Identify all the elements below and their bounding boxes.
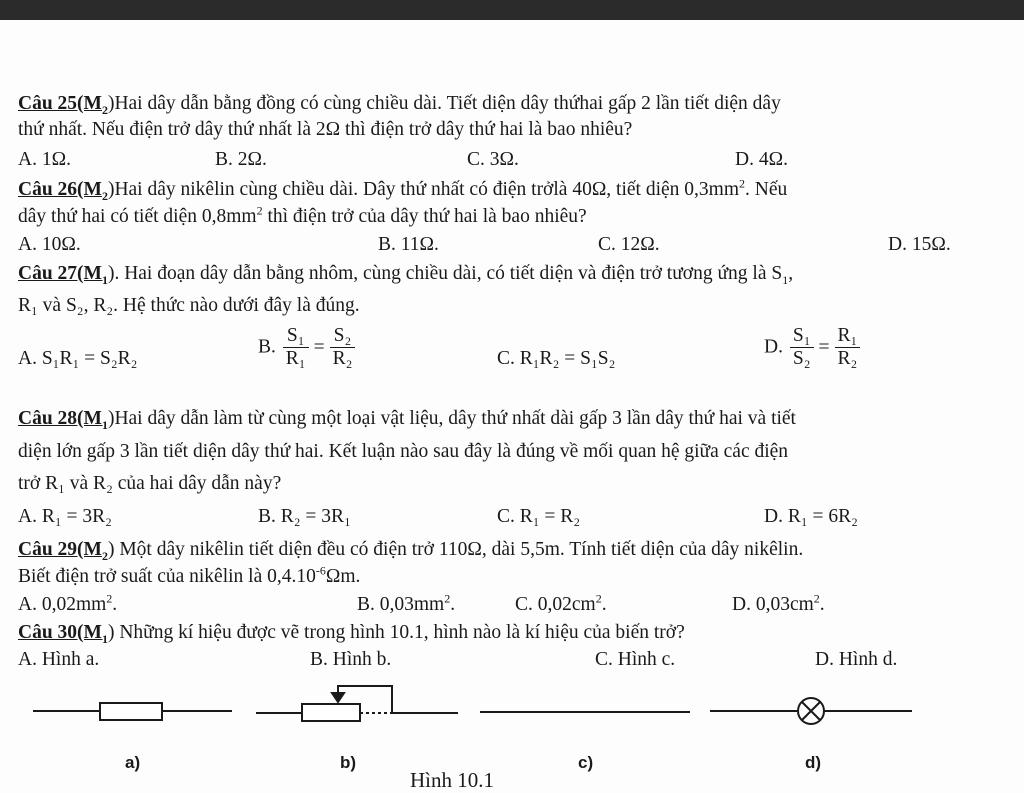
q26-line1: Câu $26(M_2)Hai$ dây nikêlin cùng chiều dài. Dây thứ nhất có điện trởlà 40Ω, tiết diện $0,3mm^2$. Nếu xyxy=(18,176,788,203)
q25-option-d: D. 4Ω. xyxy=(735,149,788,170)
q25-option-b: B. 2Ω. xyxy=(215,149,267,170)
q27-option-a: A. S₁R₁ = S₂R₂ xyxy=(18,348,138,369)
q28-option-c: C. R₁ = R₂ xyxy=(497,506,581,527)
figure-label-a: a) xyxy=(125,753,141,772)
q26-line2: dây thứ hai có tiết diện $0,8mm^2$ thì điện trở của dây thứ hai là bao nhiêu? xyxy=(18,203,587,227)
q27-b-numerator-2: S₂ xyxy=(330,325,356,348)
q27-b-denominator-1: R₁ xyxy=(285,348,306,369)
figure-10-1 xyxy=(0,670,1024,793)
q28-line3: trở R₁ và R₂ của hai dây dẫn này? xyxy=(18,473,282,494)
q25-line1: Câu $25(M_2)Hai$ dây dẫn bằng đồng có cùng chiều dài. Tiết diện dây thứhai gấp 2 lần tiết diện dây xyxy=(18,93,781,117)
q25-option-a: A. 1Ω. xyxy=(18,149,71,170)
q29-option-b: B. $0,03mm^2$. xyxy=(357,591,456,615)
q26-heading: Câu $26(M_2$ xyxy=(18,179,108,203)
q28-option-a: A. R₁ = 3R₂ xyxy=(18,506,112,527)
q28-line2: diện lớn gấp 3 lần tiết diện dây thứ hai. Kết luận nào sau đây là đúng về mối quan hệ giữa các điện xyxy=(18,441,789,462)
q27-heading: Câu $27(M_1$ xyxy=(18,263,108,287)
q28-option-b: B. R₂ = 3R₁ xyxy=(258,506,351,527)
q25-line2: thứ nhất. Nếu điện trở dây thứ nhất là 2Ω thì điện trở dây thứ hai là bao nhiêu? xyxy=(18,119,633,140)
symbol-b-rheostat xyxy=(256,686,458,721)
symbol-a-resistor xyxy=(33,703,232,720)
q27-d-denominator-1: S₂ xyxy=(792,348,811,369)
q26-option-a: A. 10Ω. xyxy=(18,234,81,255)
q27-b-numerator-1: S₁ xyxy=(283,325,309,348)
top-dark-bar xyxy=(0,0,1024,20)
q27-line1: Câu $27(M_1)$. Hai đoạn dây dẫn bằng nhôm, cùng chiều dài, có tiết diện và điện trở tương ứng là $S_1$, xyxy=(18,263,794,287)
circuit-symbols xyxy=(0,670,1024,793)
q29-option-c: C. $0,02cm^2$. xyxy=(515,591,607,615)
q29-line2: Biết điện trở suất của nikêlin là $0,4.10^{-6}\Omega m$. xyxy=(18,563,361,587)
symbol-d-lamp xyxy=(710,698,912,724)
q30-option-a: A. Hình a. xyxy=(18,649,100,670)
q26-option-d: D. 15Ω. xyxy=(888,234,951,255)
figure-label-c: c) xyxy=(578,753,594,772)
figure-label-d: d) xyxy=(805,753,822,772)
q30-option-c: C. Hình c. xyxy=(595,649,676,670)
q27-d-numerator-2: R₁ xyxy=(835,325,861,348)
q27-option-c: C. R₁R₂ = S₁S₂ xyxy=(497,348,616,369)
q27-option-b: B. $\frac{\text{S₁}}{\text{R₁}}$ = $\frac{\text{S₂}}{\text{R₂}}$ xyxy=(258,325,357,370)
q29-option-d: D. $0,03cm^2$. xyxy=(732,591,825,615)
q29-option-a: A. $0,02mm^2$. xyxy=(18,591,118,615)
q28-line1: Câu $28(M_1)Hai$ dây dẫn làm từ cùng một loại vật liệu, dây thứ nhất dài gấp 3 lần dây thứ hai và tiết xyxy=(18,408,796,432)
q28-heading: Câu $28(M_1$ xyxy=(18,408,108,432)
q27-d-numerator-1: S₁ xyxy=(790,325,814,348)
q27-d-denominator-2: R₂ xyxy=(837,348,858,369)
q25-option-c: C. 3Ω. xyxy=(467,149,519,170)
q25-heading: Câu $25(M_2$ xyxy=(18,93,108,117)
q27-option-d: D. $\frac{\text{S₁}}{\text{S₂}}$ = $\frac{\text{R₁}}{\text{R₂}}$ xyxy=(764,325,862,370)
q27-line2: R₁ và S₂, R₂. Hệ thức nào dưới đây là đúng. xyxy=(18,295,360,316)
q30-option-b: B. Hình b. xyxy=(310,649,392,670)
q30-option-d: D. Hình d. xyxy=(815,649,898,670)
q26-option-c: C. 12Ω. xyxy=(598,234,660,255)
q26-option-b: B. 11Ω. xyxy=(378,234,439,255)
figure-label-b: b) xyxy=(340,753,357,772)
q29-heading: Câu $29(M_2$ xyxy=(18,539,108,563)
q30-heading: Câu $30(M_1$ xyxy=(18,622,108,646)
q30-line1: Câu $30(M_1)$ Những kí hiệu được vẽ trong hình 10.1, hình nào là kí hiệu của biến trở? xyxy=(18,622,685,646)
q27-b-denominator-2: R₂ xyxy=(332,348,353,369)
q29-line1: Câu $29(M_2)$ Một dây nikêlin tiết diện đều có điện trở 110Ω, dài 5,5m. Tính tiết diện của dây nikêlin. xyxy=(18,539,804,563)
q28-option-d: D. R₁ = 6R₂ xyxy=(764,506,858,527)
figure-caption: Hình 10.1 xyxy=(410,768,494,792)
